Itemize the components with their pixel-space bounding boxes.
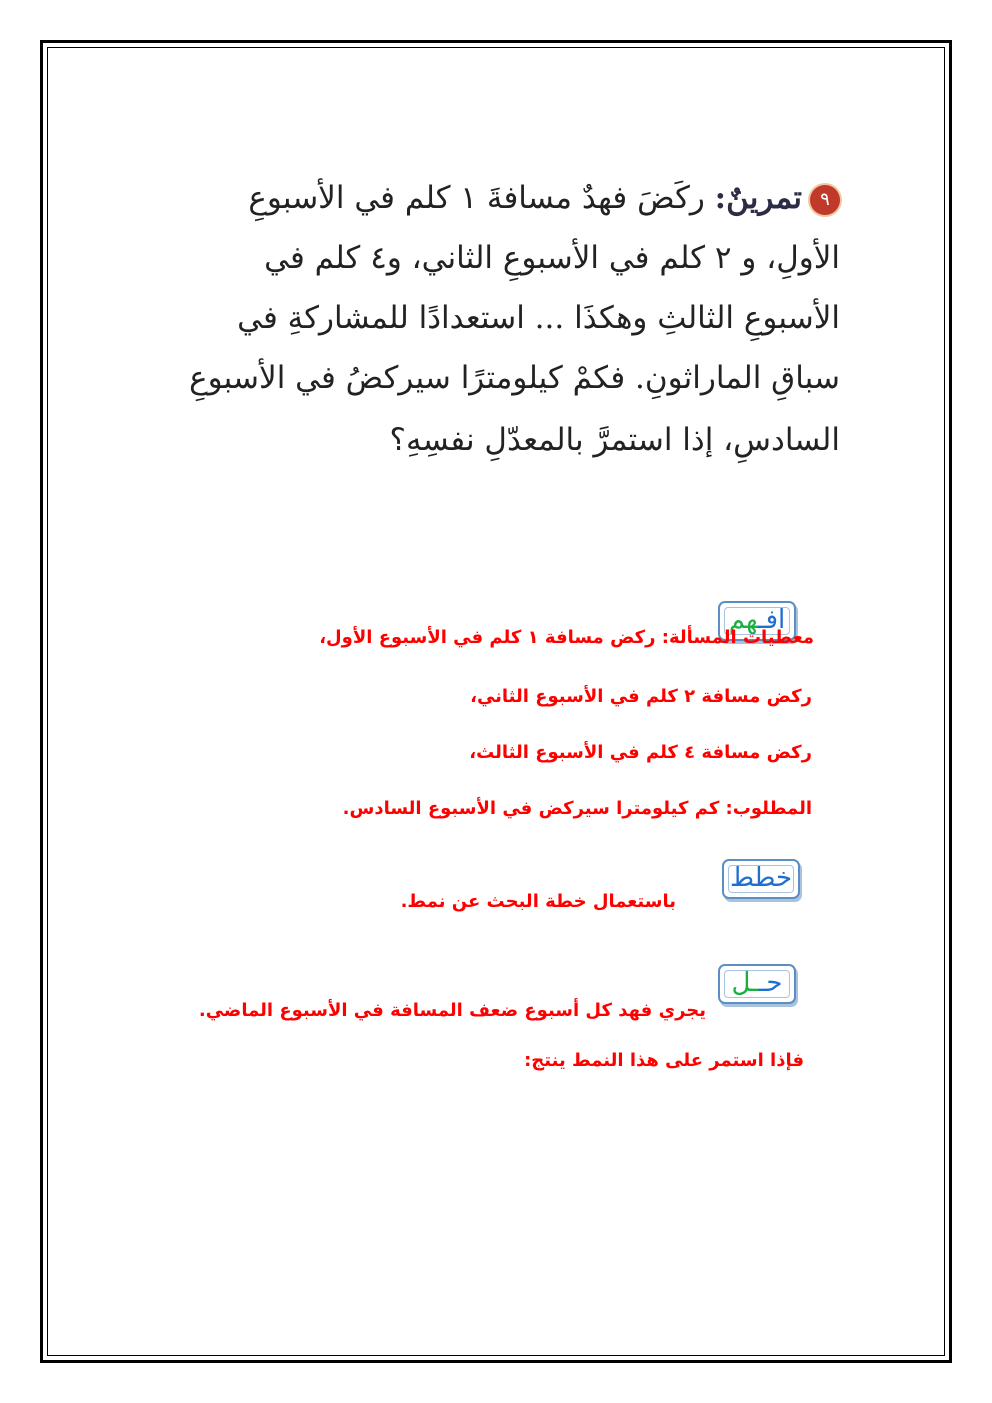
required-line: المطلوب: كم كيلومترا سيركض في الأسبوع السادس. [342, 798, 812, 819]
continue-line: فإذا استمر على هذا النمط ينتج: [524, 1050, 804, 1071]
exercise-label: تمرينٌ: [714, 180, 802, 216]
plan-label: خطط [729, 863, 793, 893]
solve-label-part1: حـ [758, 968, 783, 998]
exercise-text-line-3: الأسبوعِ الثالثِ وهكذَا ... استعدادًا للمشاركةِ في [237, 300, 840, 336]
exercise-line-1 [248, 180, 840, 216]
exercise-text-line-2: الأولِ، و ٢ كلم في الأسبوعِ الثاني، و٤ كلم في [264, 240, 840, 276]
exercise-number-badge: ٩ [810, 185, 840, 215]
exercise-text-line-4: سباقِ الماراثونِ. فكمْ كيلومترًا سيركضُ في الأسبوعِ [189, 360, 840, 396]
given-line-3: ركض مسافة ٤ كلم في الأسبوع الثالث، [469, 742, 812, 763]
understand-label-part1: افـ [758, 605, 786, 635]
exercise-text-line-1: ركَضَ فهدٌ مسافةَ ١ كلم في الأسبوعِ [248, 180, 705, 216]
plan-step-box [722, 859, 800, 899]
plan-line: باستعمال خطة البحث عن نمط. [400, 891, 676, 912]
solve-line: يجري فهد كل أسبوع ضعف المسافة في الأسبوع الماضي. [198, 1000, 706, 1021]
exercise-text-line-5: السادسِ، إذا استمرَّ بالمعدّلِ نفسِهِ؟ [389, 422, 840, 458]
solve-label-part2: ـل [731, 968, 759, 998]
given-line-2: ركض مسافة ٢ كلم في الأسبوع الثاني، [470, 686, 812, 707]
given-line-1: معطيات المسألة: ركض مسافة ١ كلم في الأسبوع الأول، [319, 627, 814, 648]
understand-label-part2: هم [728, 605, 758, 635]
solve-step-box [718, 964, 796, 1004]
